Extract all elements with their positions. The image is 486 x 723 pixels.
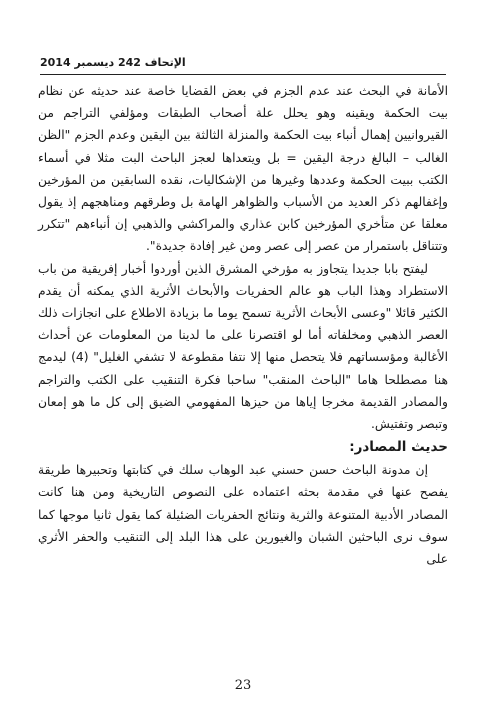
paragraph-3: إن مدونة الباحث حسن حسني عبد الوهاب سلك في كتابتها وتحبيرها طريقة يفصح عنها في مقدمة بحثه اعتماده على النصوص التاريخية ومن هنا كانت المصادر الأدبية المتنوعة والثرية ونتائج الحفريات الضئيلة كما يقول ثانيا موجها كما سوف نرى الباحثين الشبان والغيورين على هذا البلد إلى التنقيب والحفر الأثري على [38,463,448,567]
running-header: الإتحاف 242 ديسمبر 2014 [40,56,186,69]
paragraph-1: الأمانة في البحث عند عدم الجزم في بعض القضايا خاصة عند حديثه عن نظام بيت الحكمة ويقينه وهو يحلل علة أصحاب الطبقات ومؤلفي التراجم من القيروانيين إهمال أنباء بيت الحكمة والمنزلة الثالثة بين اليقين وعدم الجزم "الظن الغالب – البالغ درجة اليقين = بل ويتعداها لعجز الباحث البت مثلا في أسماء الكتب ببيت الحكمة وعددها وغيرها من الإشكاليات، نقده السابقين من المؤرخين وإغفالهم ذكر العديد من الأسباب والظواهر الهامة بل وطرقهم ومناهجهم إذ يقول معلقا عن متأخري المؤرخين كابن عذاري والمراكشي والذهبي إن أنباءهم "تتكرر وتتناقل باستمرار من عصر إلى عصر ومن غير إفادة جديدة". [38,84,448,254]
header-rule [40,74,446,75]
article-body [38,80,448,570]
section-heading: حديث المصادر: [349,439,448,456]
paragraph-2: ليفتح بابا جديدا يتجاوز به مؤرخي المشرق الذين أوردوا أخبار إفريقية من باب الاستطراد وهذا الباب هو عالم الحفريات والأبحاث الأثرية الذي يمكنه أن يقدم الكثير قائلا "وعسى الأبحاث الأثرية تسمح يوما ما بزيادة الاطلاع على انجازات ذلك العصر الذهبي ومخلفاته أما لو اقتصرنا على ما لدينا من المعلومات عن أحداث الأغالبة ومؤسساتهم فلا يتحصل منها إلا نتفا مقطوعة لا تشفي الغليل" (4) ليدمج هنا مصطلحا هاما "الباحث المنقب" ساحبا فكرة التنقيب على الكتب والتراجم والمصادر القديمة مخرجا إياها من حيزها المفهومي الضيق إلى كل ما هو إمعان وتبصر وتفتيش. [38,261,448,432]
page-number: 23 [234,678,252,693]
